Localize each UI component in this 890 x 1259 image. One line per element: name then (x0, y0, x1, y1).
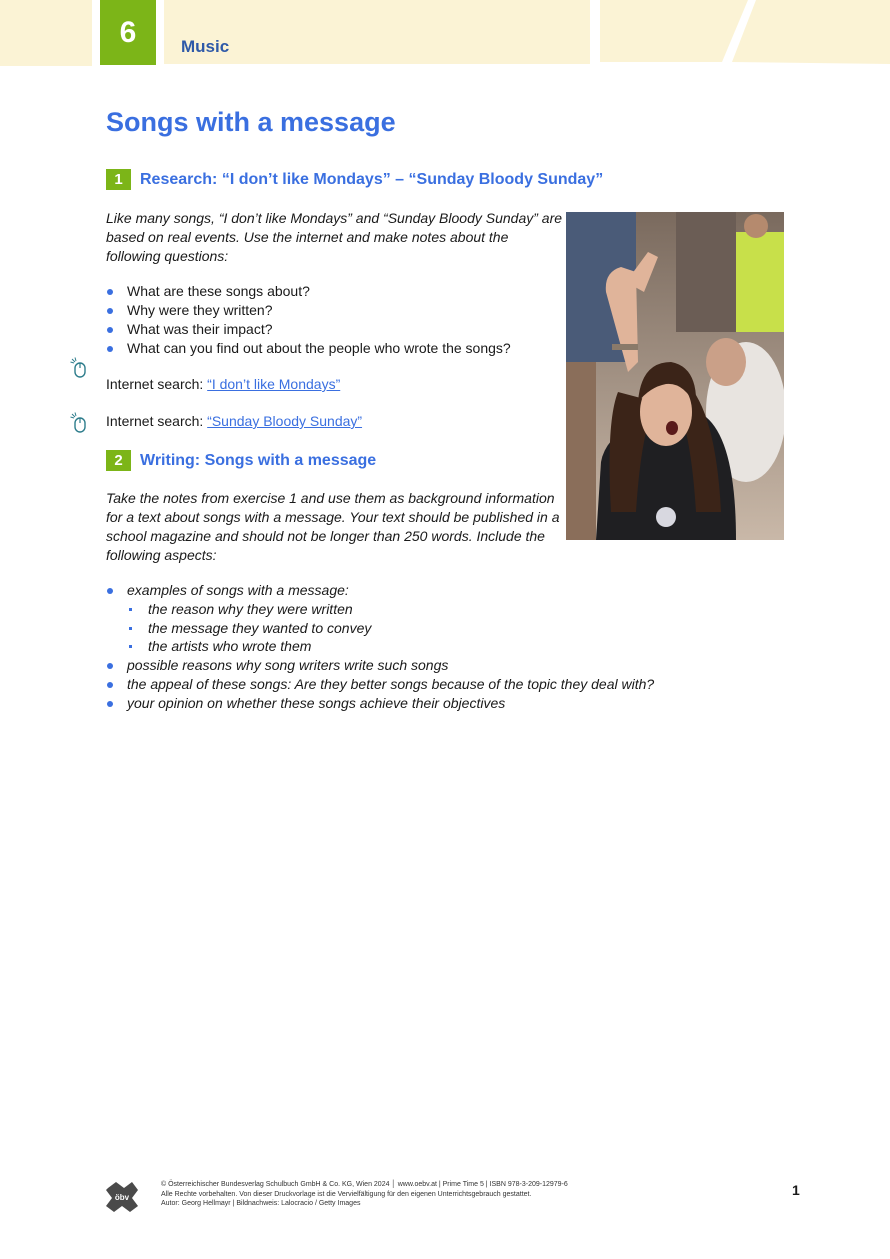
task-1-number: 1 (106, 169, 131, 190)
task-1-title: Research: “I don’t like Mondays” – “Sunday Bloody Sunday” (140, 170, 604, 188)
footer-line: © Österreichischer Bundesverlag Schulbuch GmbH & Co. KG, Wien 2024 │ www.oebv.at | Prime Time 5 | ISBN 978-3-209-12979-6 (161, 1181, 568, 1188)
mouse-icon (70, 357, 88, 379)
list-item: What was their impact? (106, 320, 511, 339)
task-2-heading (106, 450, 376, 471)
task-2-intro-line: for a text about songs with a message. Your text should be published in a (106, 509, 560, 525)
sub-list-item: the artists who wrote them (106, 637, 654, 656)
footer-line: Autor: Georg Hellmayr | Bildnachweis: Lalocracio / Getty Images (161, 1200, 361, 1207)
oebv-logo (104, 1178, 140, 1214)
task-1-heading (106, 169, 603, 190)
page-number: 1 (792, 1182, 800, 1198)
list-item: the appeal of these songs: Are they better songs because of the topic they deal with? (106, 675, 654, 694)
subject-label: Music (181, 37, 230, 56)
chapter-number: 6 (100, 0, 156, 65)
logo-text: öbv (114, 1193, 130, 1202)
list-item: Why were they written? (106, 301, 511, 320)
search-label: Internet search: (106, 413, 204, 429)
task-2-intro (106, 489, 559, 565)
search-link-mondays[interactable]: “I don’t like Mondays” (207, 376, 341, 392)
protest-singer-photo (566, 212, 784, 540)
task-1-intro-line: based on real events. Use the internet and make notes about the (106, 229, 509, 245)
search-label: Internet search: (106, 376, 204, 392)
task-2-aspects (106, 581, 654, 713)
list-item: possible reasons why song writers write such songs (106, 656, 654, 675)
task-1-intro-line: following questions: (106, 248, 229, 264)
list-item: your opinion on whether these songs achieve their objectives (106, 694, 654, 713)
task-2-intro-line: following aspects: (106, 547, 217, 563)
footer-line: Alle Rechte vorbehalten. Von dieser Druckvorlage ist die Vervielfältigung für den eigenen Unterrichtsgebrauch gestattet. (161, 1190, 532, 1198)
list-item: examples of songs with a message: (106, 581, 654, 600)
task-1-intro (106, 209, 562, 266)
page-title: Songs with a message (106, 107, 396, 137)
internet-search-2 (106, 413, 362, 429)
task-2-title: Writing: Songs with a message (140, 451, 377, 469)
internet-search-1 (106, 376, 340, 392)
task-1-questions (106, 282, 511, 358)
list-item: What are these songs about? (106, 282, 511, 301)
mouse-icon (70, 412, 88, 434)
list-item: What can you find out about the people who wrote the songs? (106, 339, 511, 358)
task-1-intro-line: Like many songs, “I don’t like Mondays” and “Sunday Bloody Sunday” are (106, 210, 563, 226)
sub-list-item: the reason why they were written (106, 600, 654, 619)
task-2-intro-line: Take the notes from exercise 1 and use them as background information (106, 490, 555, 506)
search-link-sunday[interactable]: “Sunday Bloody Sunday” (207, 413, 363, 429)
footer-credits (161, 1180, 568, 1209)
sub-list-item: the message they wanted to convey (106, 619, 654, 638)
task-2-number: 2 (106, 450, 131, 471)
task-2-intro-line: school magazine and should not be longer than 250 words. Include the (106, 528, 545, 544)
